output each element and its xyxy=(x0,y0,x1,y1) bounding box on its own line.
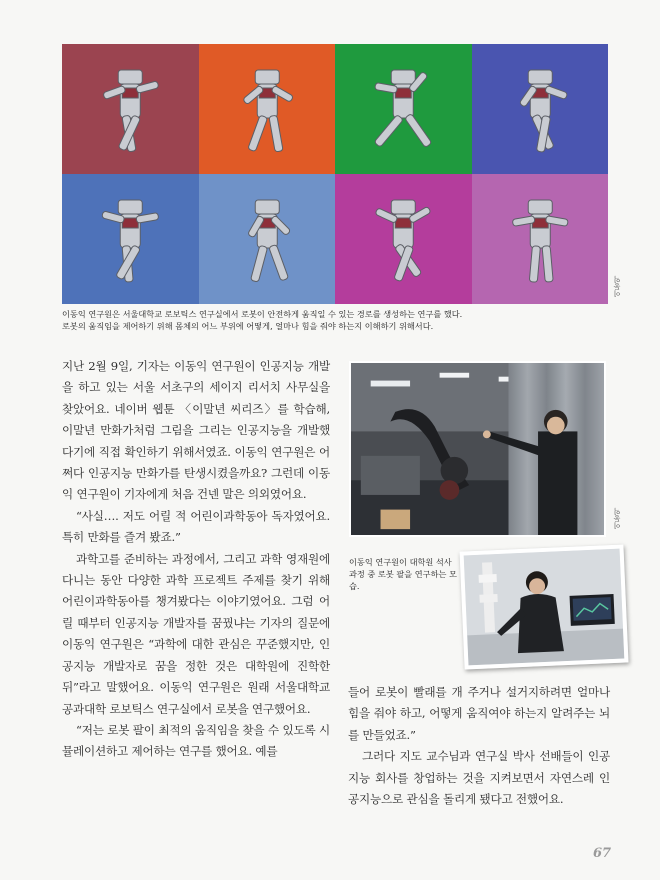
article-paragraph: 그러다 지도 교수님과 연구실 박사 선배들이 인공지능 회사를 창업하는 것을 지켜보면서 자연스레 인공지능으로 관심을 돌리게 됐다고 전했어요. xyxy=(348,749,610,807)
robot-figure xyxy=(199,174,336,304)
robot-figure xyxy=(335,44,472,174)
robot-figure xyxy=(199,44,336,174)
robot-pose-tile xyxy=(62,44,199,174)
article-column-right xyxy=(348,682,610,810)
robot-pose-grid xyxy=(62,44,608,304)
robot-pose-tile xyxy=(472,174,609,304)
article-quote: 들어 로봇이 빨래를 개 주거나 설거지하려면 얼마나 힘을 줘야 하고, 어떻게 움직여야 하는지 알려주는 뇌를 만들었죠.” xyxy=(348,685,610,742)
article-paragraph: 지난 2월 9일, 기자는 이동익 연구원이 인공지능 개발을 하고 있는 서울 서초구의 세이지 리서치 사무실을 찾았어요. 네이버 웹툰 〈이말년 씨리즈〉를 학습해, 이말년 만화가처럼 그림을 그리는 인공지능을 개발했다기에 직접 확인하기 위해서였죠. 이동익 연구원은 어쩌다 인공지능 만화가를 탄생시켰을까요? 그런데 이동익 연구원이 기자에게 처음 건넨 말은 의외였어요. xyxy=(62,359,330,502)
grid-caption-line-2: 로봇의 움직임을 제어하기 위해 몸체의 어느 부위에 어떻게, 얼마나 힘을 줘야 하는지 이해하기 위해서다. xyxy=(62,321,434,331)
research-photo xyxy=(460,544,629,669)
robot-figure xyxy=(335,174,472,304)
lab-photo-image xyxy=(351,363,604,535)
grid-caption xyxy=(62,308,608,332)
article-column-left xyxy=(62,356,330,763)
article-quote: “저는 로봇 팔이 최적의 움직임을 찾을 수 있도록 시뮬레이션하고 제어하는 연구를 했어요. 예를 xyxy=(62,722,330,759)
page-number: 67 xyxy=(593,846,612,861)
robot-pose-tile xyxy=(335,174,472,304)
lab-photo-credit: 이동익 xyxy=(613,508,621,529)
robot-figure xyxy=(472,174,609,304)
robot-figure xyxy=(472,44,609,174)
lab-photo xyxy=(349,361,606,537)
robot-figure xyxy=(62,44,199,174)
grid-caption-line-1: 이동익 연구원은 서울대학교 로보틱스 연구실에서 로봇이 안전하게 움직일 수 있는 경로를 생성하는 연구를 했다. xyxy=(62,309,463,319)
robot-figure xyxy=(62,174,199,304)
robot-pose-tile xyxy=(472,44,609,174)
article-paragraph: 과학고를 준비하는 과정에서, 그리고 과학 영재원에 다니는 동안 다양한 과학 프로젝트 주제를 찾기 위해 어린이과학동아를 챙겨봤다는 이야기였어요. 그럼 어릴 때부터 인공지능 개발자를 꿈꿨냐는 기자의 질문에 이동익 연구원은 “과학에 대한 관심은 꾸준했지만, 인공지능 개발자로 꿈을 정한 것은 대학원에 진학한 뒤”라고 말했어요. 이동익 연구원은 원래 서울대학교 공과대학 로보틱스 연구실에서 로봇을 연구했어요. xyxy=(62,551,330,716)
robot-pose-tile xyxy=(335,44,472,174)
lab-photo-caption: 이동익 연구원이 대학원 석사 과정 중 로봇 팔을 연구하는 모습. xyxy=(349,557,457,591)
robot-pose-tile xyxy=(199,44,336,174)
robot-pose-tile xyxy=(62,174,199,304)
robot-pose-tile xyxy=(199,174,336,304)
research-photo-image xyxy=(464,549,625,666)
article-quote: “사실…. 저도 어릴 적 어린이과학동아 독자였어요. 특히 만화를 즐겨 봤죠.” xyxy=(62,508,330,545)
grid-photo-credit: 이동익 xyxy=(613,276,621,297)
